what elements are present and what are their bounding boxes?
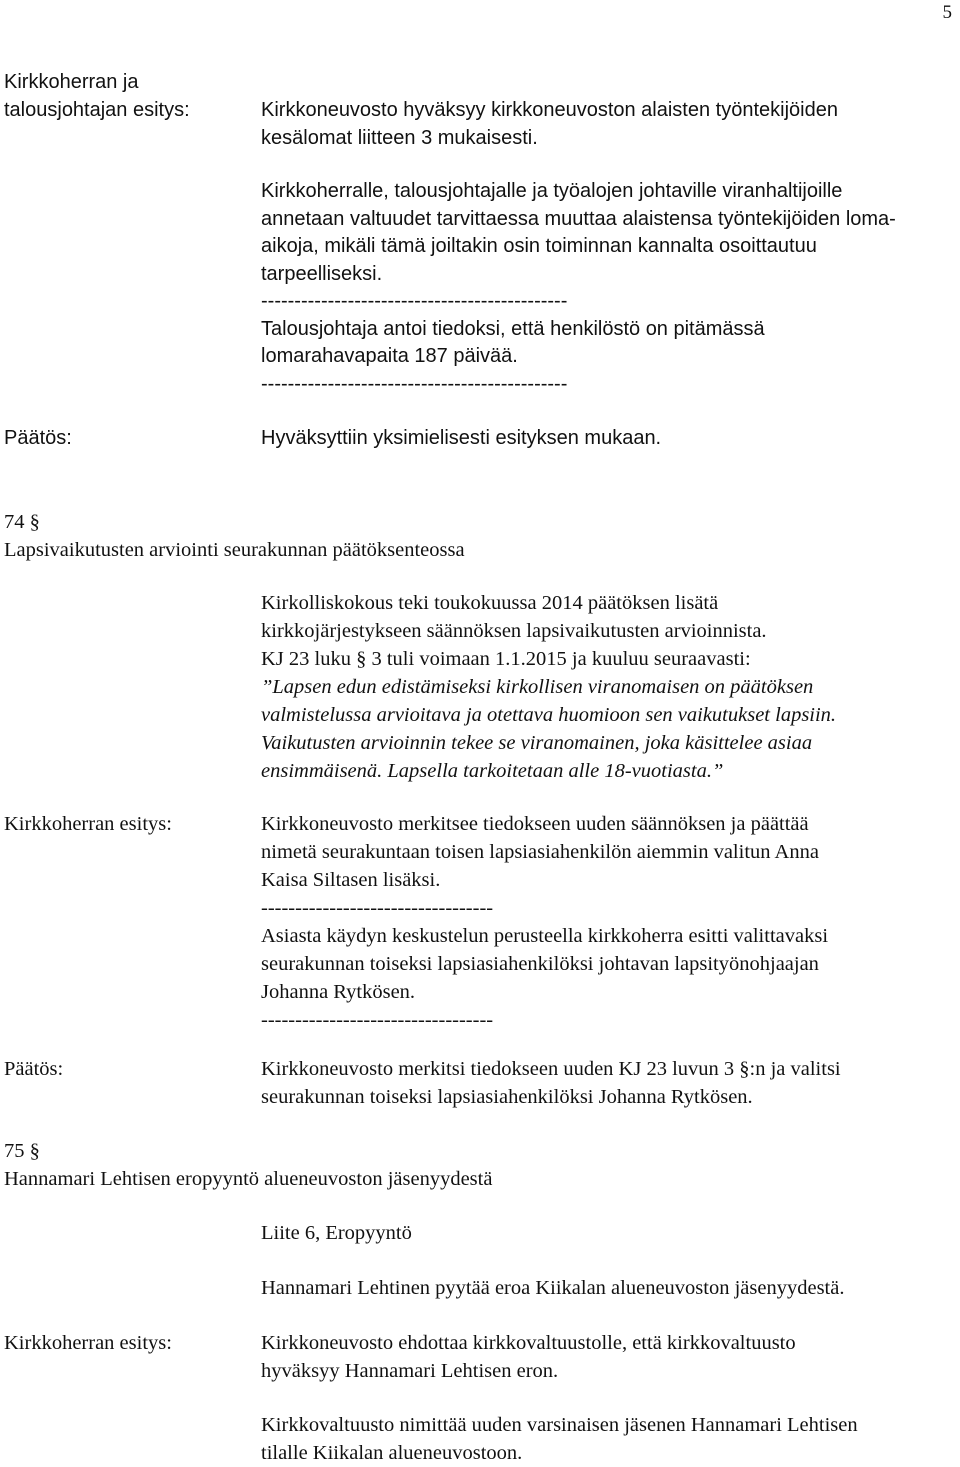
text-line: hyväksyy Hannamari Lehtisen eron.: [261, 1360, 559, 1382]
item74-decision-text: [261, 1055, 841, 1111]
text-line: KJ 23 luku § 3 tuli voimaan 1.1.2015 ja kuuluu seuraavasti:: [261, 648, 751, 670]
text-line: nimetä seurakuntaan toisen lapsiasiahenkilön aiemmin valitun Anna: [261, 841, 819, 863]
quote-line: valmistelussa arvioitava ja otettava huomioon sen vaikutukset lapsiin.: [261, 704, 837, 726]
item73-decision-label: Päätös:: [4, 427, 72, 449]
quote-line: Vaikutusten arvioinnin tekee se viranomainen, joka käsittelee asiaa: [261, 732, 813, 754]
section-title: Hannamari Lehtisen eropyyntö alueneuvoston jäsenyydestä: [4, 1168, 493, 1190]
item74-proposal-text: [261, 810, 828, 1034]
item74-decision-label: Päätös:: [4, 1058, 64, 1080]
label-line: talousjohtajan esitys:: [4, 98, 190, 121]
text-line: Kirkkoneuvosto ehdottaa kirkkovaltuustolle, että kirkkovaltuusto: [261, 1332, 796, 1354]
text-line: Talousjohtaja antoi tiedoksi, että henkilöstö on pitämässä: [261, 317, 765, 340]
text-line: Kirkkoneuvosto hyväksyy kirkkoneuvoston alaisten työntekijöiden: [261, 99, 838, 121]
item75-proposal-text: [261, 1329, 796, 1385]
item75-request: Hannamari Lehtinen pyytää eroa Kiikalan alueneuvoston jäsenyydestä.: [261, 1277, 845, 1299]
text-line: lomarahavapaita 187 päivää.: [261, 345, 518, 367]
text-line: Kirkkoneuvosto merkitsee tiedokseen uuden säännöksen ja päättää: [261, 813, 809, 835]
item74-heading: [4, 508, 465, 564]
text-line: Johanna Rytkösen.: [261, 981, 416, 1003]
item73-decision-text: Hyväksyttiin yksimielisesti esityksen mukaan.: [261, 427, 662, 449]
quote-line: ”Lapsen edun edistämiseksi kirkollisen viranomaisen on päätöksen: [261, 676, 814, 698]
text-line: seurakunnan toiseksi lapsiasiahenkilöksi johtavan lapsityönohjaajan: [261, 953, 819, 975]
text-line: aikoja, mikäli tämä joiltakin osin toiminnan kannalta osoittautuu: [261, 235, 817, 257]
text-line: kirkkojärjestykseen säännöksen lapsivaikutusten arvioinnista.: [261, 620, 767, 642]
text-line: Kirkolliskokous teki toukokuussa 2014 päätöksen lisätä: [261, 592, 719, 614]
text-line: kesälomat liitteen 3 mukaisesti.: [261, 126, 538, 149]
text-line: Kirkkoherralle, talousjohtajalle ja työalojen johtaville viranhaltijoille: [261, 180, 843, 202]
separator: ----------------------------------: [261, 897, 494, 919]
separator: ----------------------------------: [261, 1009, 494, 1031]
section-number: 74 §: [4, 511, 40, 533]
separator: ----------------------------------------------: [261, 290, 568, 312]
text-line: annetaan valtuudet tarvittaessa muuttaa alaistensa työntekijöiden loma-: [261, 207, 896, 230]
section-number: 75 §: [4, 1140, 40, 1162]
text-line: tilalle Kiikalan alueneuvostoon.: [261, 1442, 523, 1464]
item74-proposal-label: Kirkkoherran esitys:: [4, 813, 172, 835]
text-line: tarpeelliseksi.: [261, 262, 383, 285]
text-line: Kirkkovaltuusto nimittää uuden varsinaisen jäsenen Hannamari Lehtisen: [261, 1414, 858, 1436]
separator: ----------------------------------------------: [261, 372, 568, 395]
item73-proposal-text-1: [261, 97, 838, 152]
item73-proposal-label: [4, 69, 190, 124]
section-title: Lapsivaikutusten arviointi seurakunnan päätöksenteossa: [4, 539, 465, 561]
quote-line: ensimmäisenä. Lapsella tarkoitetaan alle 18-vuotiasta.”: [261, 760, 724, 782]
item74-intro: [261, 589, 836, 785]
item75-attachment: Liite 6, Eropyyntö: [261, 1222, 412, 1244]
item73-proposal-text-2: [261, 178, 896, 398]
item75-proposal-label: Kirkkoherran esitys:: [4, 1332, 172, 1354]
item75-heading: [4, 1137, 492, 1193]
text-line: Kirkkoneuvosto merkitsi tiedokseen uuden KJ 23 luvun 3 §:n ja valitsi: [261, 1058, 841, 1080]
label-line: Kirkkoherran ja: [4, 71, 139, 93]
text-line: Asiasta käydyn keskustelun perusteella kirkkoherra esitti valittavaksi: [261, 925, 829, 947]
text-line: Kaisa Siltasen lisäksi.: [261, 869, 441, 891]
text-line: seurakunnan toiseksi lapsiasiahenkilöksi Johanna Rytkösen.: [261, 1086, 753, 1108]
page-number: 5: [942, 2, 952, 23]
